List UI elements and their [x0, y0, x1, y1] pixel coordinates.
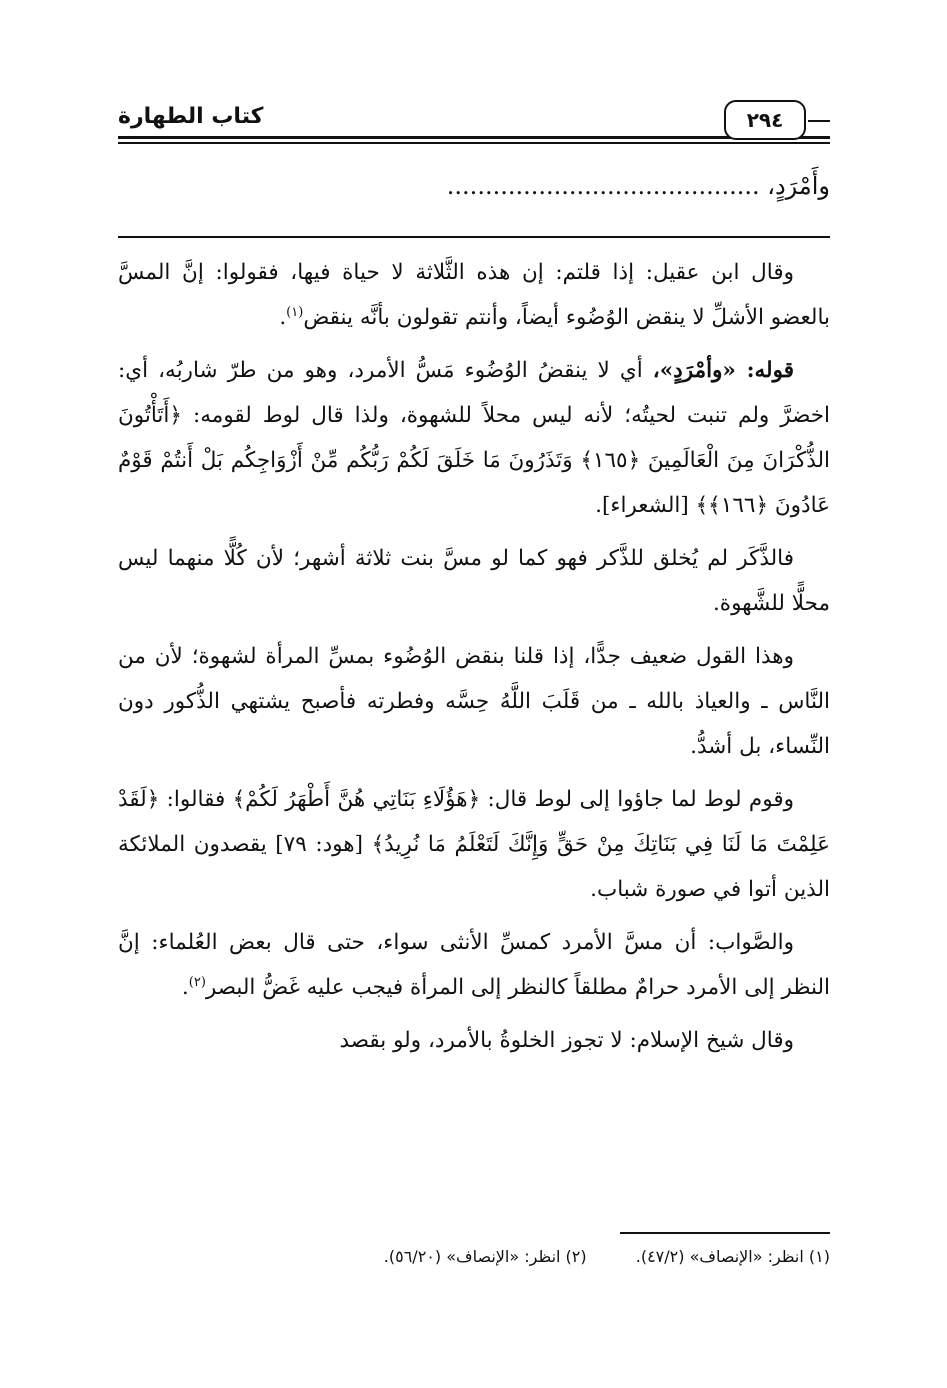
header-rule-thick	[118, 136, 830, 139]
commentary-body	[118, 250, 830, 1071]
footnote-1: (١) انظر: «الإنصاف» (٤٧/٢).	[635, 1247, 830, 1266]
header-side-line	[808, 120, 830, 122]
paragraph-3	[118, 536, 830, 626]
footnote-divider	[620, 1232, 830, 1234]
footnote-ref-1[interactable]: (١)	[286, 304, 304, 320]
footnote-ref-2[interactable]: (٢)	[188, 974, 206, 990]
paragraph-text: أي لا ينقضُ الوُضُوء مَسُّ الأمرد، وهو من طرّ شاربُه، أي: اخضرَّ ولم تنبت لحيتُه؛ لأنه ليس محلاً للشهوة، ولذا قال لوط لقومه: ﴿أَتَأْتُونَ الذُّكْرَانَ مِنَ الْعَالَمِينَ ﴿١٦٥﴾ وَتَذَرُونَ مَا خَلَقَ لَكُمْ رَبُّكُم مِّنْ أَزْوَاجِكُم بَلْ أَنتُمْ قَوْمٌ عَادُونَ ﴿١٦٦﴾﴾ [الشعراء].	[118, 358, 831, 518]
paragraph-1	[118, 250, 830, 340]
paragraph-text: وقال شيخ الإسلام: لا تجوز الخلوةُ بالأمرد، ولو بقصد	[339, 1028, 794, 1053]
paragraph-7	[118, 1018, 830, 1063]
paragraph-6	[118, 920, 830, 1010]
paragraph-text: وقال ابن عقيل: إذا قلتم: إن هذه الثَّلاثة لا حياة فيها، فقولوا: إنَّ المسَّ بالعضو الأشلِّ لا ينقض الوُضُوء أيضاً، وأنتم تقولون بأنَّه ينقض	[118, 260, 830, 330]
matn-line: وأَمْرَدٍ، .........................................	[446, 172, 830, 200]
paragraph-4	[118, 634, 830, 769]
footnotes	[118, 1242, 830, 1272]
paragraph-lead: قوله: «وأمْرَدٍ»،	[652, 358, 794, 383]
paragraph-text: فالذَّكَر لم يُخلق للذَّكر فهو كما لو مسَّ بنت ثلاثة أشهر؛ لأن كُلًّا منهما ليس محلًّا للشَّهوة.	[118, 546, 830, 616]
matn-divider	[118, 236, 830, 238]
paragraph-tail: .	[279, 305, 287, 330]
paragraph-tail: .	[181, 975, 189, 1000]
page-number: ٢٩٤	[724, 100, 806, 140]
paragraph-2	[118, 348, 830, 528]
page-header	[118, 100, 830, 148]
footnote-2: (٢) انظر: «الإنصاف» (٥٦/٢٠).	[383, 1247, 587, 1266]
paragraph-5	[118, 777, 830, 912]
book-title: كتاب الطهارة	[118, 104, 264, 129]
header-rule-thin	[118, 142, 830, 144]
paragraph-text: وقوم لوط لما جاؤوا إلى لوط قال: ﴿هَؤُلَاءِ بَنَاتِي هُنَّ أَطْهَرُ لَكُمْ﴾ فقالوا: ﴿لَقَدْ عَلِمْتَ مَا لَنَا فِي بَنَاتِكَ مِنْ حَقٍّ وَإِنَّكَ لَتَعْلَمُ مَا نُرِيدُ﴾ [هود: ٧٩] يقصدون الملائكة الذين أتوا في صورة شباب.	[118, 787, 830, 902]
paragraph-text: وهذا القول ضعيف جدًّا، إذا قلنا بنقض الوُضُوء بمسِّ المرأة لشهوة؛ لأن من النَّاس ـ والعياذ بالله ـ من قَلَبَ اللَّهُ حِسَّه وفطرته فأصبح يشتهي الذُّكور دون النِّساء، بل أشدُّ.	[118, 644, 830, 759]
paragraph-text: والصَّواب: أن مسَّ الأمرد كمسِّ الأنثى سواء، حتى قال بعض العُلماء: إنَّ النظر إلى الأمرد حرامٌ مطلقاً كالنظر إلى المرأة فيجب عليه غَضُّ البصر	[118, 930, 830, 1000]
